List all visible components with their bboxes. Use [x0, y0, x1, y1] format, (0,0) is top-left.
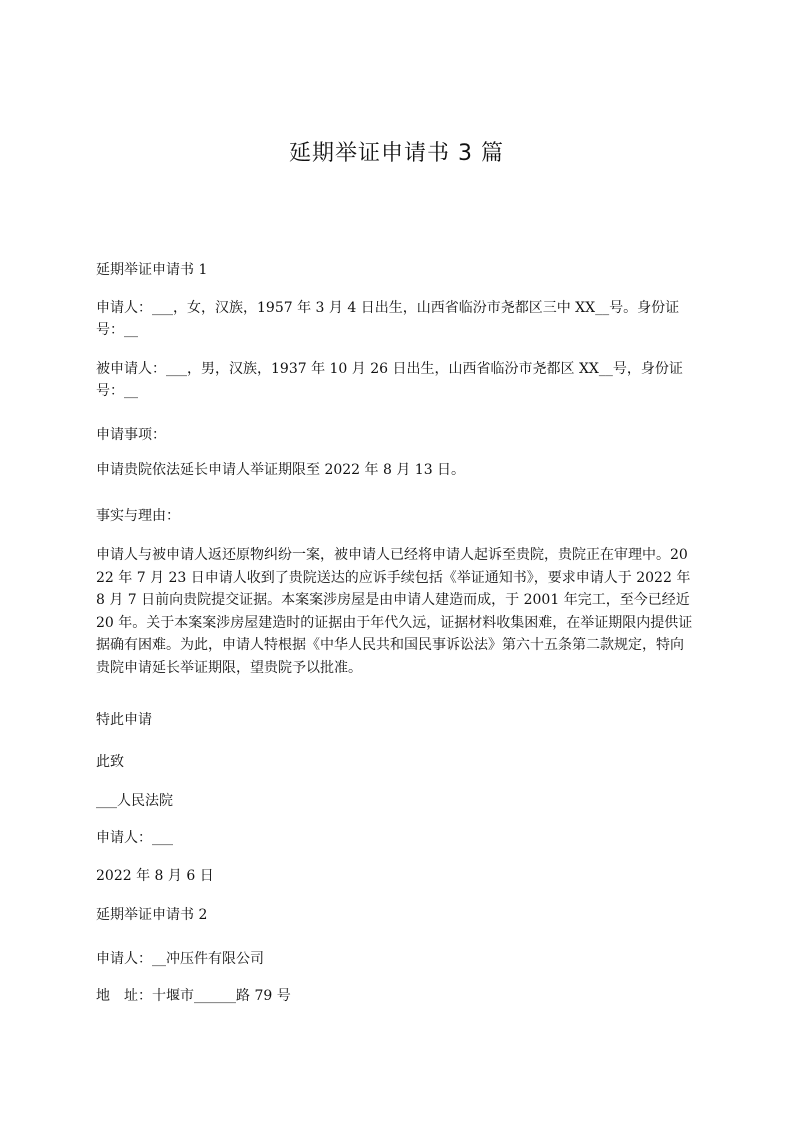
applicant-address: 地 址：十堰市______路 79 号	[96, 988, 291, 1004]
applicant-info: 申请人：___，女，汉族，1957 年 3 月 4 日出生，山西省临汾市尧都区三中 XX__号。身份证号：__	[96, 300, 680, 338]
section-heading-1: 延期举证申请书 1	[96, 262, 208, 278]
section-heading-2: 延期举证申请书 2	[96, 907, 208, 923]
respondent-info: 被申请人：___，男，汉族，1937 年 10 月 26 日出生，山西省临汾市尧都区 XX__号，身份证号：__	[96, 361, 683, 399]
document-title: 延期举证申请书 3 篇	[289, 141, 504, 166]
salutation: 此致	[96, 754, 124, 770]
request-heading: 申请事项：	[96, 427, 166, 443]
signature-applicant: 申请人：___	[96, 830, 173, 846]
facts-heading: 事实与理由：	[96, 508, 180, 524]
court-name: ___人民法院	[96, 793, 173, 809]
request-content: 申请贵院依法延长申请人举证期限至 2022 年 8 月 13 日。	[96, 462, 466, 478]
closing-request: 特此申请	[96, 712, 152, 728]
applicant-company: 申请人：__冲压件有限公司	[96, 951, 264, 967]
signature-date: 2022 年 8 月 6 日	[96, 868, 214, 884]
facts-content: 申请人与被申请人返还原物纠纷一案，被申请人已经将申请人起诉至贵院，贵院正在审理中。2022 年 7 月 23 日申请人收到了贵院送达的应诉手续包括《举证通知书》，要求申请人于 2022 年 8 月 7 日前向贵院提交证据。本案案涉房屋是由申请人建造而成，于 2001 年完工，至今已经近 20 年。关于本案案涉房屋建造时的证据由于年代久远，证据材料收集困难，在举证期限内提供证据确有困难。为此，申请人特根据《中华人民共和国民事诉讼法》第六十五条第二款规定，特向贵院申请延长举证期限，望贵院予以批准。	[96, 547, 704, 676]
